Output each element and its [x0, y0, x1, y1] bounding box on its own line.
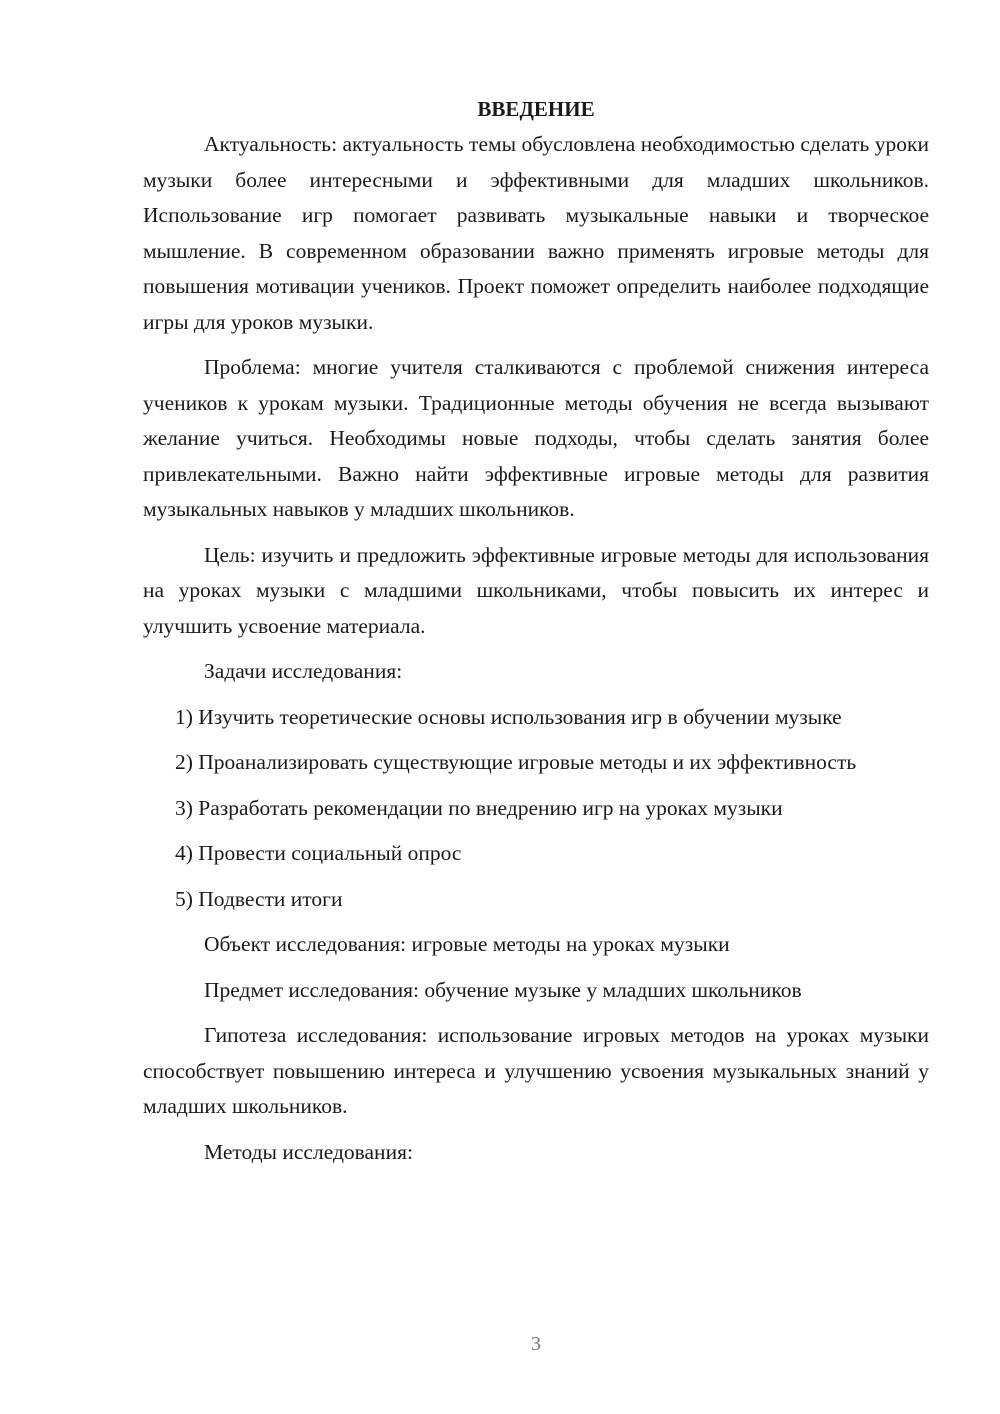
task-item-1: 1) Изучить теоретические основы использования игр в обучении музыке	[175, 704, 842, 729]
object-paragraph: Объект исследования: игровые методы на уроках музыки	[204, 932, 730, 956]
task-item-2: 2) Проанализировать существующие игровые методы и их эффективность	[175, 750, 857, 774]
subject-paragraph: Предмет исследования: обучение музыке у младших школьников	[204, 977, 802, 1002]
task-item-5: 5) Подвести итоги	[175, 886, 343, 911]
section-heading: ВВЕДЕНИЕ	[477, 97, 595, 121]
tasks-title: Задачи исследования:	[204, 659, 403, 683]
document-page	[143, 92, 929, 1180]
hypothesis-paragraph: Гипотеза исследования: использование игровых методов на уроках музыки способствует повышению интереса и улучшению усвоения музыкальных знаний у младших школьников.	[143, 1023, 929, 1118]
task-item-3: 3) Разработать рекомендации по внедрению игр на уроках музыки	[175, 795, 783, 820]
page-number: 3	[531, 1333, 541, 1355]
goal-paragraph: Цель: изучить и предложить эффективные игровые методы для использования на уроках музыки с младшими школьниками, чтобы повысить их интерес и улучшить усвоение материала.	[143, 542, 929, 638]
task-item-4: 4) Провести социальный опрос	[175, 841, 462, 865]
methods-title: Методы исследования:	[204, 1139, 413, 1164]
problem-paragraph: Проблема: многие учителя сталкиваются с проблемой снижения интереса учеников к урокам музыки. Традиционные методы обучения не всегда вызывают желание учиться. Необходимы новые подходы, чтобы сделать занятия более привлекательными. Важно найти эффективные игровые методы для развития музыкальных навыков у младших школьников.	[143, 355, 929, 521]
relevance-paragraph: Актуальность: актуальность темы обусловлена необходимостью сделать уроки музыки более интересными и эффективными для младших школьников. Использование игр помогает развивать музыкальные навыки и творческое мышление. В современном образовании важно применять игровые методы для повышения мотивации учеников. Проект поможет определить наиболее подходящие игры для уроков музыки.	[143, 132, 929, 334]
